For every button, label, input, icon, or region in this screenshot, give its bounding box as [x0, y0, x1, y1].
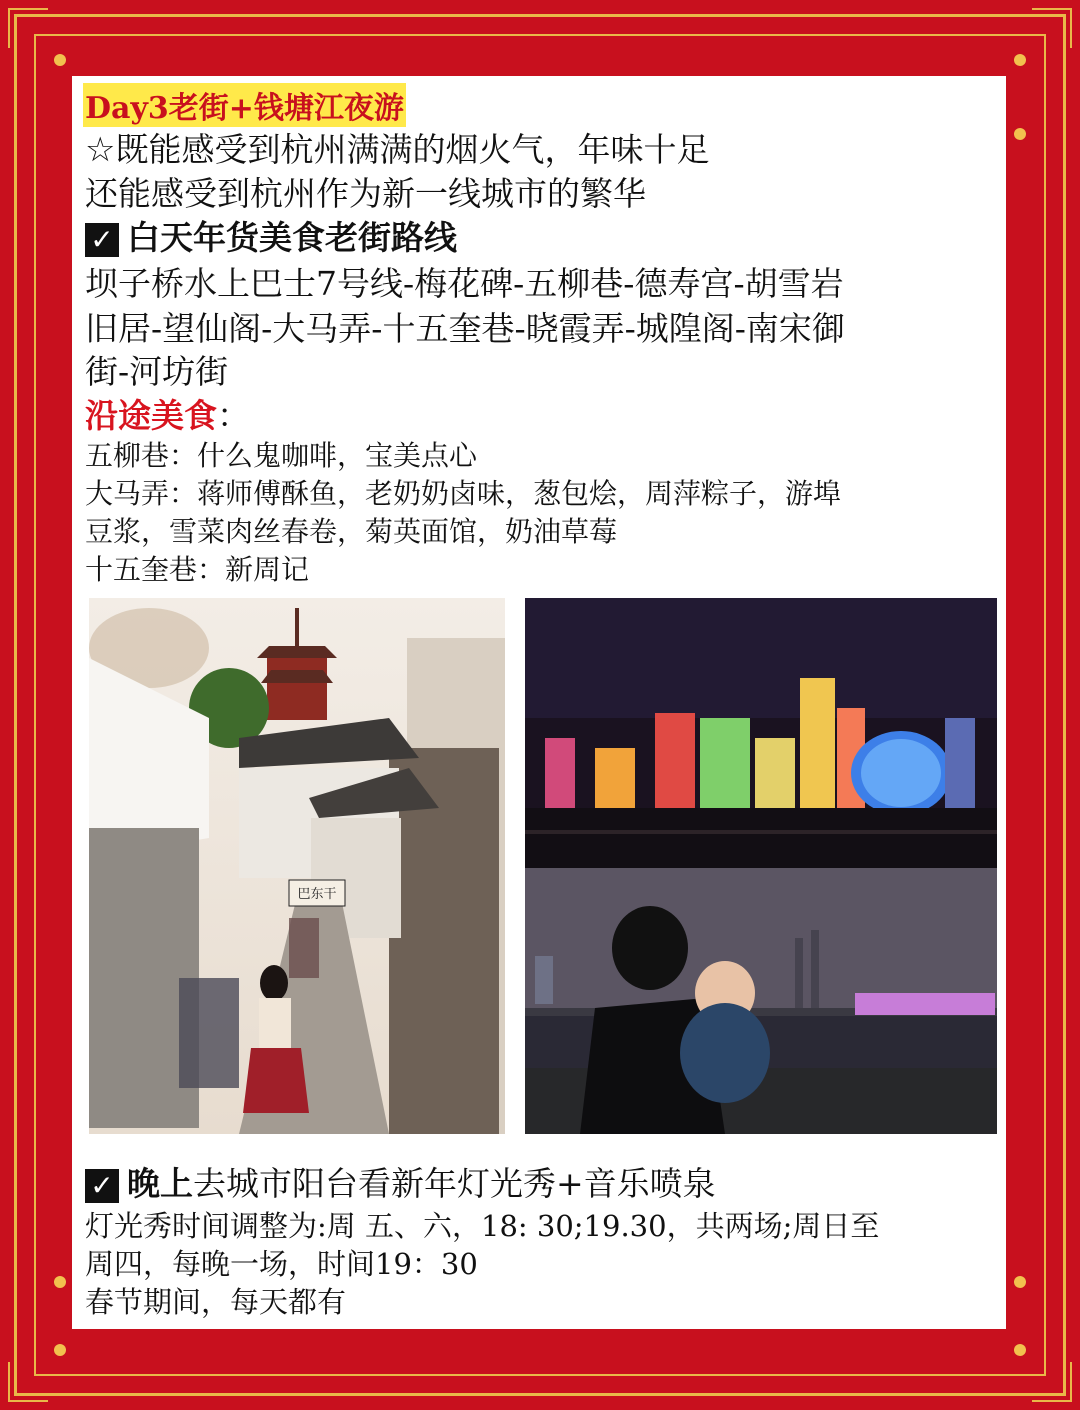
corner-ornament: [1032, 8, 1072, 48]
gold-dot: [54, 1344, 66, 1356]
food-line: 豆浆，雪菜肉丝春卷，菊英面馆，奶油草莓: [85, 515, 618, 548]
intro-line-2: 还能感受到杭州作为新一线城市的繁华: [85, 174, 646, 213]
day-route-heading: ✓ 白天年货美食老街路线: [85, 212, 457, 259]
intro-line-1: ☆既能感受到杭州满满的烟火气，年味十足: [85, 130, 710, 170]
gold-dot: [1014, 1344, 1026, 1356]
star-outline-icon: ☆: [85, 130, 116, 170]
route-line: 街-河坊街: [85, 352, 229, 391]
check-box-icon: ✓: [85, 1169, 119, 1203]
shop-sign-text: 巴东干: [297, 887, 337, 902]
route-line: 旧居-望仙阁-大马弄-十五奎巷-晓霞弄-城隍阁-南宋御: [85, 309, 845, 348]
page-title: Day3老街+钱塘江夜游: [83, 83, 406, 127]
gold-dot: [1014, 128, 1026, 140]
night-line: 春节期间，每天都有: [85, 1285, 347, 1319]
route-line: 坝子桥水上巴士7号线-梅花碑-五柳巷-德寿宫-胡雪岩: [85, 264, 844, 303]
corner-ornament: [1032, 1362, 1072, 1402]
gold-dot: [54, 54, 66, 66]
night-heading: ✓ 晚上去城市阳台看新年灯光秀+音乐喷泉: [85, 1158, 716, 1205]
gold-dot: [1014, 54, 1026, 66]
night-line: 灯光秀时间调整为:周 五、六，18: 30;19.30，共两场;周日至: [85, 1209, 880, 1243]
food-line: 十五奎巷：新周记: [85, 553, 310, 586]
corner-ornament: [8, 1362, 48, 1402]
food-line: 五柳巷：什么鬼咖啡，宝美点心: [85, 439, 478, 472]
check-box-icon: ✓: [85, 223, 119, 257]
gold-dot: [54, 1276, 66, 1288]
old-street-photo: [89, 598, 505, 1134]
corner-ornament: [8, 8, 48, 48]
night-skyline-photo: [525, 598, 997, 868]
food-line: 大马弄：蒋师傅酥鱼，老奶奶卤味，葱包烩，周萍粽子，游埠: [85, 477, 842, 510]
river-night-photo: [525, 868, 997, 1134]
food-heading: 沿途美食：: [85, 396, 250, 435]
night-line: 周四，每晚一场，时间19：30: [85, 1247, 478, 1281]
gold-dot: [1014, 1276, 1026, 1288]
